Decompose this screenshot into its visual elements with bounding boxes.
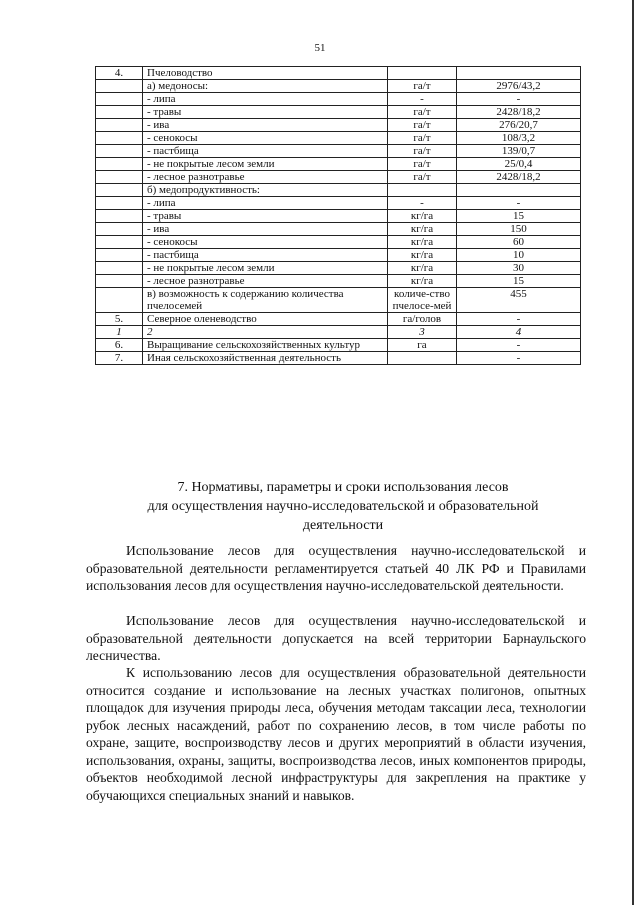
row-name-cell: - сенокосы [143,236,388,249]
section-title [100,478,586,535]
row-unit-cell: га/т [388,158,457,171]
row-number-cell [96,158,143,171]
row-name-cell: Иная сельскохозяйственная деятельность [143,352,388,365]
row-name-cell: - липа [143,93,388,106]
row-value-cell: 139/0,7 [457,145,581,158]
row-name-cell: 2 [143,326,388,339]
table-row [96,249,581,262]
row-name-cell: б) медопродуктивность: [143,184,388,197]
row-number-cell [96,197,143,210]
row-unit-cell: кг/га [388,249,457,262]
row-value-cell: 2976/43,2 [457,80,581,93]
row-number-cell [96,210,143,223]
row-number-cell [96,275,143,288]
table-row [96,339,581,352]
row-unit-cell: - [388,197,457,210]
scan-edge-line [632,0,634,905]
row-value-cell: 15 [457,275,581,288]
row-unit-cell: кг/га [388,275,457,288]
row-number-cell [96,262,143,275]
row-name-cell: в) возможность к содержанию количества пчелосемей [143,288,388,313]
usage-table [95,66,581,365]
row-number-cell: 1 [96,326,143,339]
row-value-cell: 4 [457,326,581,339]
row-unit-cell: - [388,93,457,106]
table-row [96,171,581,184]
row-number-cell [96,106,143,119]
row-value-cell: 276/20,7 [457,119,581,132]
paragraph-2: Использование лесов для осуществления научно-исследовательской и образовательной деятельности допускается на всей территории Барнаульского лесничества. [86,613,586,663]
row-name-cell: - сенокосы [143,132,388,145]
row-number-cell [96,236,143,249]
row-name-cell: - пастбища [143,249,388,262]
row-value-cell: 25/0,4 [457,158,581,171]
row-number-cell [96,249,143,262]
row-unit-cell: га/т [388,171,457,184]
table-header-numbering-row [96,326,581,339]
table-row [96,67,581,80]
row-number-cell [96,184,143,197]
row-unit-cell: га/голов [388,313,457,326]
row-number-cell: 7. [96,352,143,365]
table-row [96,197,581,210]
section-title-line-3: деятельности [302,518,384,533]
table-row [96,288,581,313]
row-name-cell: Северное оленеводство [143,313,388,326]
row-value-cell: 455 [457,288,581,313]
row-number-cell [96,145,143,158]
paragraph-1: Использование лесов для осуществления научно-исследовательской и образовательной деятельности регламентируется статьей 40 ЛК РФ и Правилами использования лесов для осуществления научно-исследовательской деятельности. [86,543,586,593]
row-name-cell: Пчеловодство [143,67,388,80]
row-number-cell [96,132,143,145]
row-unit-cell: га [388,339,457,352]
page-number: 51 [314,42,326,54]
row-unit-cell: га/т [388,132,457,145]
row-name-cell: - лесное разнотравье [143,275,388,288]
table-row [96,275,581,288]
table-row [96,210,581,223]
row-name-cell: - липа [143,197,388,210]
row-unit-cell: кг/га [388,210,457,223]
row-value-cell: 30 [457,262,581,275]
row-value-cell: - [457,339,581,352]
row-unit-cell: га/т [388,145,457,158]
row-number-cell [96,80,143,93]
table-row [96,119,581,132]
row-name-cell: - не покрытые лесом земли [143,262,388,275]
row-value-cell: 2428/18,2 [457,171,581,184]
table-row [96,184,581,197]
table-row [96,313,581,326]
table-row [96,106,581,119]
row-name-cell: - травы [143,210,388,223]
table-row [96,158,581,171]
row-unit-cell [388,184,457,197]
row-value-cell: - [457,313,581,326]
row-value-cell: 10 [457,249,581,262]
row-value-cell [457,67,581,80]
row-number-cell [96,288,143,313]
row-value-cell: 2428/18,2 [457,106,581,119]
row-unit-cell: га/т [388,119,457,132]
table-row [96,93,581,106]
table-row [96,80,581,93]
table-row [96,145,581,158]
row-unit-cell: количе-ство пчелосе-мей [388,288,457,313]
table-row [96,223,581,236]
row-number-cell [96,93,143,106]
row-value-cell: - [457,197,581,210]
row-value-cell: - [457,352,581,365]
row-unit-cell: кг/га [388,236,457,249]
row-unit-cell: 3 [388,326,457,339]
row-value-cell: 150 [457,223,581,236]
row-name-cell: - ива [143,119,388,132]
row-name-cell: - пастбища [143,145,388,158]
row-name-cell: - лесное разнотравье [143,171,388,184]
row-number-cell: 6. [96,339,143,352]
row-number-cell [96,171,143,184]
row-value-cell: 60 [457,236,581,249]
table-row [96,262,581,275]
table-row [96,236,581,249]
row-number-cell [96,223,143,236]
row-value-cell: - [457,93,581,106]
row-unit-cell [388,67,457,80]
row-value-cell [457,184,581,197]
row-name-cell: - травы [143,106,388,119]
row-unit-cell: га/т [388,80,457,93]
row-number-cell [96,119,143,132]
paragraph-3: К использованию лесов для осуществления образовательной деятельности относится создание и использование на лесных участках полигонов, опытных площадок для изучения природы леса, обучения методам таксации леса, технологии рубок лесных насаждений, работ по сохранению лесов, в том числе работы по охране, защите, воспроизводству лесов и других мероприятий в области изучения, использования, охраны, защиты, воспроизводства лесов, иных компонентов природы, объектов необходимой лесной инфраструктуры для закрепления на практике у обучающихся специальных знаний и навыков. [86,665,586,803]
table-row [96,132,581,145]
row-value-cell: 15 [457,210,581,223]
row-value-cell: 108/3,2 [457,132,581,145]
section-title-line-2: для осуществления научно-исследовательской и образовательной [147,499,539,514]
row-name-cell: - не покрытые лесом земли [143,158,388,171]
row-name-cell: а) медоносы: [143,80,388,93]
row-number-cell: 4. [96,67,143,80]
row-name-cell: Выращивание сельскохозяйственных культур [143,339,388,352]
row-unit-cell: га/т [388,106,457,119]
row-unit-cell [388,352,457,365]
section-title-line-1: 7. Нормативы, параметры и сроки использования лесов [177,480,509,495]
row-unit-cell: кг/га [388,262,457,275]
table-row [96,352,581,365]
row-number-cell: 5. [96,313,143,326]
row-name-cell: - ива [143,223,388,236]
row-unit-cell: кг/га [388,223,457,236]
